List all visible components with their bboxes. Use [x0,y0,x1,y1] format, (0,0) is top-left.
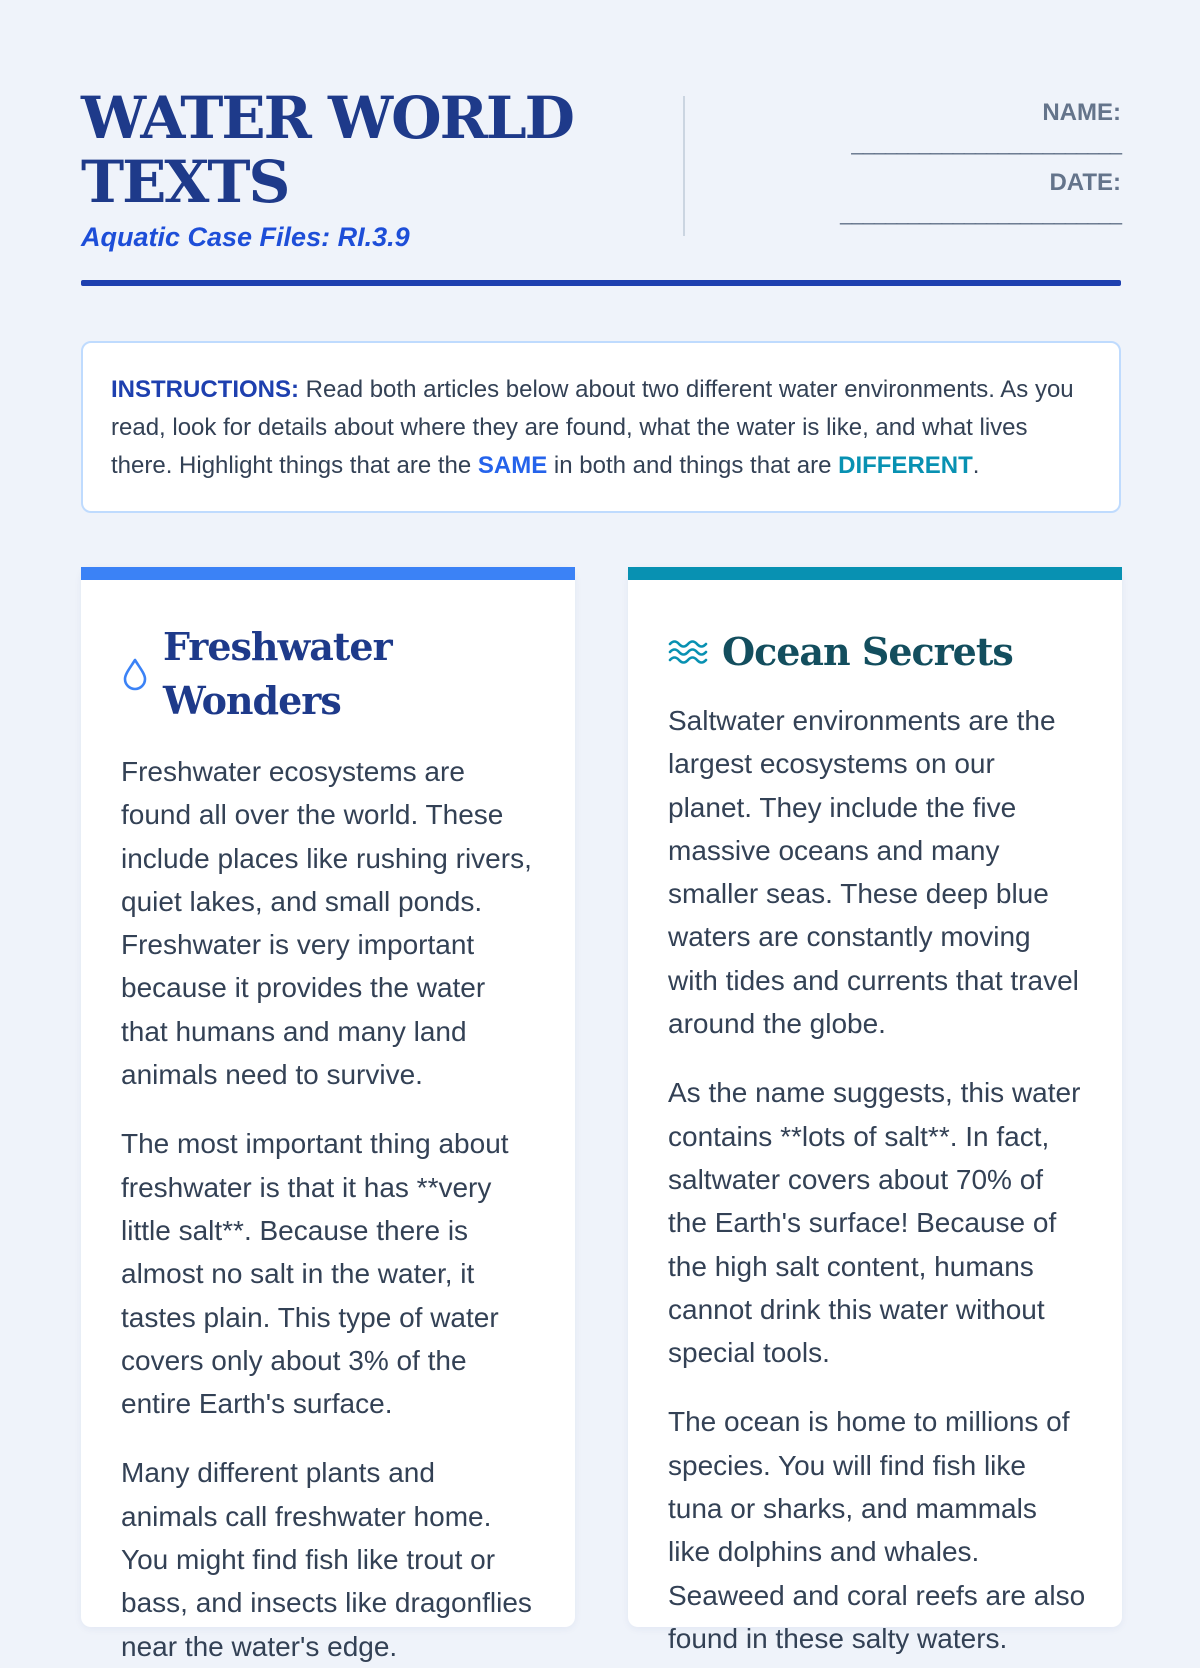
instructions-text-2: in both and things that are [547,452,839,479]
article-header [81,620,575,728]
article-paragraph: Many different plants and animals call freshwater home. You might find fish like trout or bass, and insects like dragonflies near the water's edge. [121,1457,532,1662]
instructions-different: DIFFERENT [838,452,973,479]
article-card-freshwater [81,567,575,1662]
article-paragraph: Freshwater ecosystems are found all over the world. These include places like rushing rivers, quiet lakes, and small ponds. Freshwater is very important because it provides the water that humans and many land animals need to survive. [121,756,532,1091]
date-line[interactable]: _________________________ [840,200,1121,225]
worksheet-title: WATER WORLD TEXTS [81,84,573,216]
water-drop-icon [121,657,149,691]
article-card-ocean [628,567,1122,1654]
article-paragraph: Saltwater environments are the largest ecosystems on our planet. They include the five massive oceans and many smaller seas. These deep blue waters are constantly moving with tides and currents that travel around the globe. [668,705,1079,1040]
name-line[interactable]: ________________________ [851,130,1121,155]
article-paragraph: The ocean is home to millions of species. You will find fish like tuna or sharks, and mammals like dolphins and whales. Seaweed and coral reefs are also found in these salty waters. [668,1406,1086,1654]
article-paragraph: As the name suggests, this water contains **lots of salt**. In fact, saltwater covers about 70% of the Earth's surface! Because of the high salt content, humans cannot drink this water without special tools. [668,1077,1081,1369]
card-accent-bar [628,567,1122,580]
instructions-text-3: . [972,452,980,479]
worksheet-subtitle: Aquatic Case Files: RI.3.9 [81,222,410,252]
article-body [81,750,575,1668]
date-label: DATE: [1049,169,1121,196]
instructions-same: SAME [477,452,548,479]
card-accent-bar [81,567,575,580]
article-title: Freshwater Wonders [163,624,392,723]
instructions-box [81,341,1121,513]
article-paragraph: The most important thing about freshwater is that it has **very little salt**. Because there is almost no salt in the water, it tastes plain. This type of water covers only about 3% of the entire Earth's surface. [121,1128,509,1420]
article-header [628,625,1122,679]
article-title: Ocean Secrets [722,629,1013,674]
waves-icon [668,637,708,667]
instructions-text-1: Read both articles below about two different water environments. As you read, look for details about where they are found, what the water is like, and what lives there. Highlight things that are the [111,376,1074,479]
instructions-lead: INSTRUCTIONS: [111,376,299,403]
worksheet-header [81,86,1121,286]
article-body [628,699,1122,1660]
header-divider [683,96,685,236]
student-fields [840,98,1121,238]
name-label: NAME: [1042,99,1121,126]
header-rule [81,280,1121,286]
